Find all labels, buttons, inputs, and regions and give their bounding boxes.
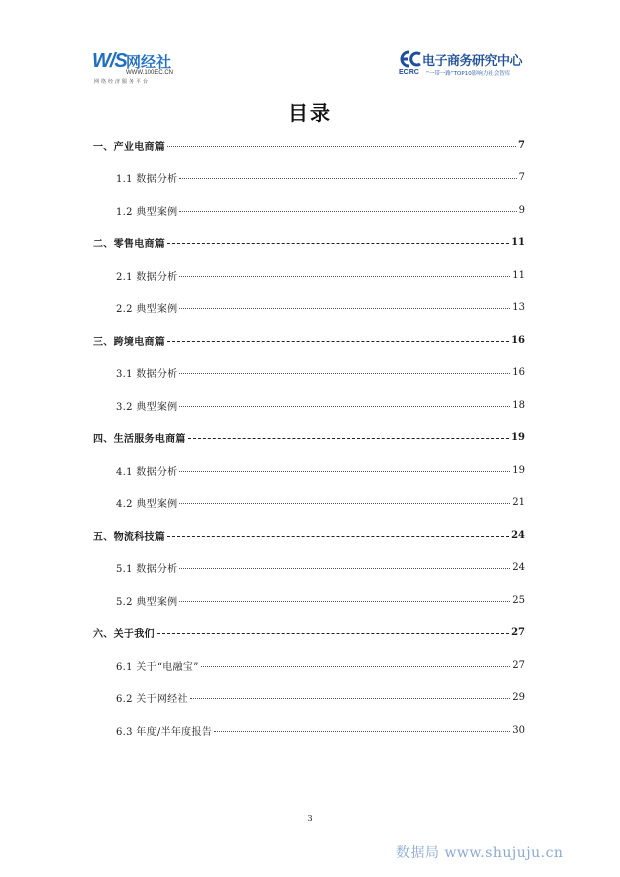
toc-entry-title: 一、产业电商篇	[93, 141, 166, 153]
toc-entry-title: 3.1 数据分析	[116, 369, 178, 380]
toc-entry-page: 9	[518, 204, 525, 216]
toc-leader	[167, 341, 509, 342]
toc-entry-title: 5.1 数据分析	[116, 564, 178, 575]
toc-section-entry[interactable]	[93, 430, 525, 446]
toc-leader	[179, 568, 510, 569]
toc-entry-page: 25	[512, 594, 525, 606]
toc-leader	[179, 471, 510, 472]
toc-subsection-entry[interactable]	[116, 365, 525, 381]
toc-entry-page: 30	[512, 724, 525, 736]
toc-section-entry[interactable]	[93, 332, 525, 348]
toc-entry-page: 24	[511, 529, 525, 541]
watermark: 数据局 www.shujuju.cn	[396, 845, 564, 861]
toc-entry-page: 11	[511, 237, 525, 248]
toc-leader	[179, 308, 510, 309]
toc-leader	[179, 373, 510, 374]
toc-entry-title: 4.1 数据分析	[116, 466, 178, 478]
toc-entry-title: 5.2 典型案例	[116, 596, 178, 608]
toc-entry-page: 29	[512, 692, 525, 703]
ws-logo-mark: W/S	[92, 50, 127, 72]
toc-entry-page: 19	[511, 432, 525, 443]
wangjingshe-logo-name: 网经社	[126, 53, 172, 71]
toc-entry-title: 1.1 数据分析	[116, 174, 178, 185]
toc-section-entry[interactable]	[93, 137, 525, 153]
toc-entry-title: 3.2 典型案例	[116, 401, 178, 413]
toc-entry-title: 六、关于我们	[93, 629, 155, 640]
toc-subsection-entry[interactable]	[116, 592, 525, 608]
toc-subsection-entry[interactable]	[116, 495, 525, 511]
toc-entry-title: 6.2 关于网经社	[116, 694, 188, 705]
toc-subsection-entry[interactable]	[116, 202, 525, 218]
toc-entry-title: 四、生活服务电商篇	[93, 434, 186, 445]
toc-leader	[188, 438, 509, 439]
toc-subsection-entry[interactable]	[116, 170, 525, 186]
ecrc-logo-subtitle: “一带一路”TOP10影响力社会智库	[426, 71, 511, 77]
ecrc-logo	[398, 50, 528, 80]
toc-entry-page: 19	[512, 464, 525, 476]
toc-entry-page: 27	[511, 627, 525, 638]
toc-section-entry[interactable]	[93, 625, 525, 641]
toc-subsection-entry[interactable]	[116, 397, 525, 413]
toc-entry-title: 6.1 关于“电融宝”	[116, 661, 199, 673]
toc-leader	[167, 146, 516, 147]
toc-entry-title: 三、跨境电商篇	[93, 336, 166, 348]
toc-subsection-entry[interactable]	[116, 560, 525, 576]
toc-subsection-entry[interactable]	[116, 722, 525, 738]
toc-leader	[179, 211, 516, 212]
toc-entry-title: 2.2 典型案例	[116, 304, 178, 315]
page-title: 目录	[288, 101, 332, 125]
toc-leader	[167, 243, 509, 244]
toc-entry-page: 16	[512, 367, 525, 378]
toc-entry-page: 21	[512, 497, 525, 508]
toc-subsection-entry[interactable]	[116, 300, 525, 316]
toc-subsection-entry[interactable]	[116, 462, 525, 478]
toc-leader	[190, 698, 510, 699]
ecrc-logo-name: 电子商务研究中心	[422, 54, 523, 69]
toc-entry-title: 4.2 典型案例	[116, 499, 178, 510]
wangjingshe-logo-url: WWW.100EC.CN	[126, 70, 174, 76]
toc-entry-page: 24	[512, 562, 525, 573]
toc-leader	[179, 503, 510, 504]
toc-leader	[201, 666, 511, 667]
toc-entry-page: 13	[512, 302, 525, 313]
toc-entry-page: 18	[512, 399, 525, 411]
toc-entry-title: 五、物流科技篇	[93, 531, 166, 543]
toc-leader	[167, 536, 509, 537]
toc-entry-page: 7	[518, 139, 525, 151]
toc-leader	[179, 276, 510, 277]
toc-entry-page: 11	[512, 269, 525, 281]
wangjingshe-logo	[92, 50, 192, 84]
page-number: 3	[307, 814, 313, 823]
toc-entry-title: 1.2 典型案例	[116, 206, 178, 218]
toc-entry-page: 7	[518, 172, 525, 183]
toc-leader	[179, 406, 510, 407]
toc-entry-title: 6.3 年度/半年度报告	[116, 726, 213, 738]
toc-entry-title: 2.1 数据分析	[116, 271, 178, 283]
toc-leader	[179, 178, 516, 179]
toc-subsection-entry[interactable]	[116, 690, 525, 706]
ecrc-logo-abbr: ECRC	[399, 69, 419, 76]
toc-subsection-entry[interactable]	[116, 657, 525, 673]
ecrc-logo-icon	[398, 50, 422, 68]
toc-leader	[179, 601, 510, 602]
wangjingshe-logo-slogan: 网络经济服务平台	[94, 79, 151, 85]
toc-entry-page: 16	[511, 334, 525, 346]
toc-leader	[157, 633, 509, 634]
toc-section-entry[interactable]	[93, 527, 525, 543]
toc-section-entry[interactable]	[93, 235, 525, 251]
toc-subsection-entry[interactable]	[116, 267, 525, 283]
toc-entry-title: 二、零售电商篇	[93, 239, 166, 250]
toc-leader	[214, 731, 510, 732]
toc-entry-page: 27	[512, 659, 525, 671]
